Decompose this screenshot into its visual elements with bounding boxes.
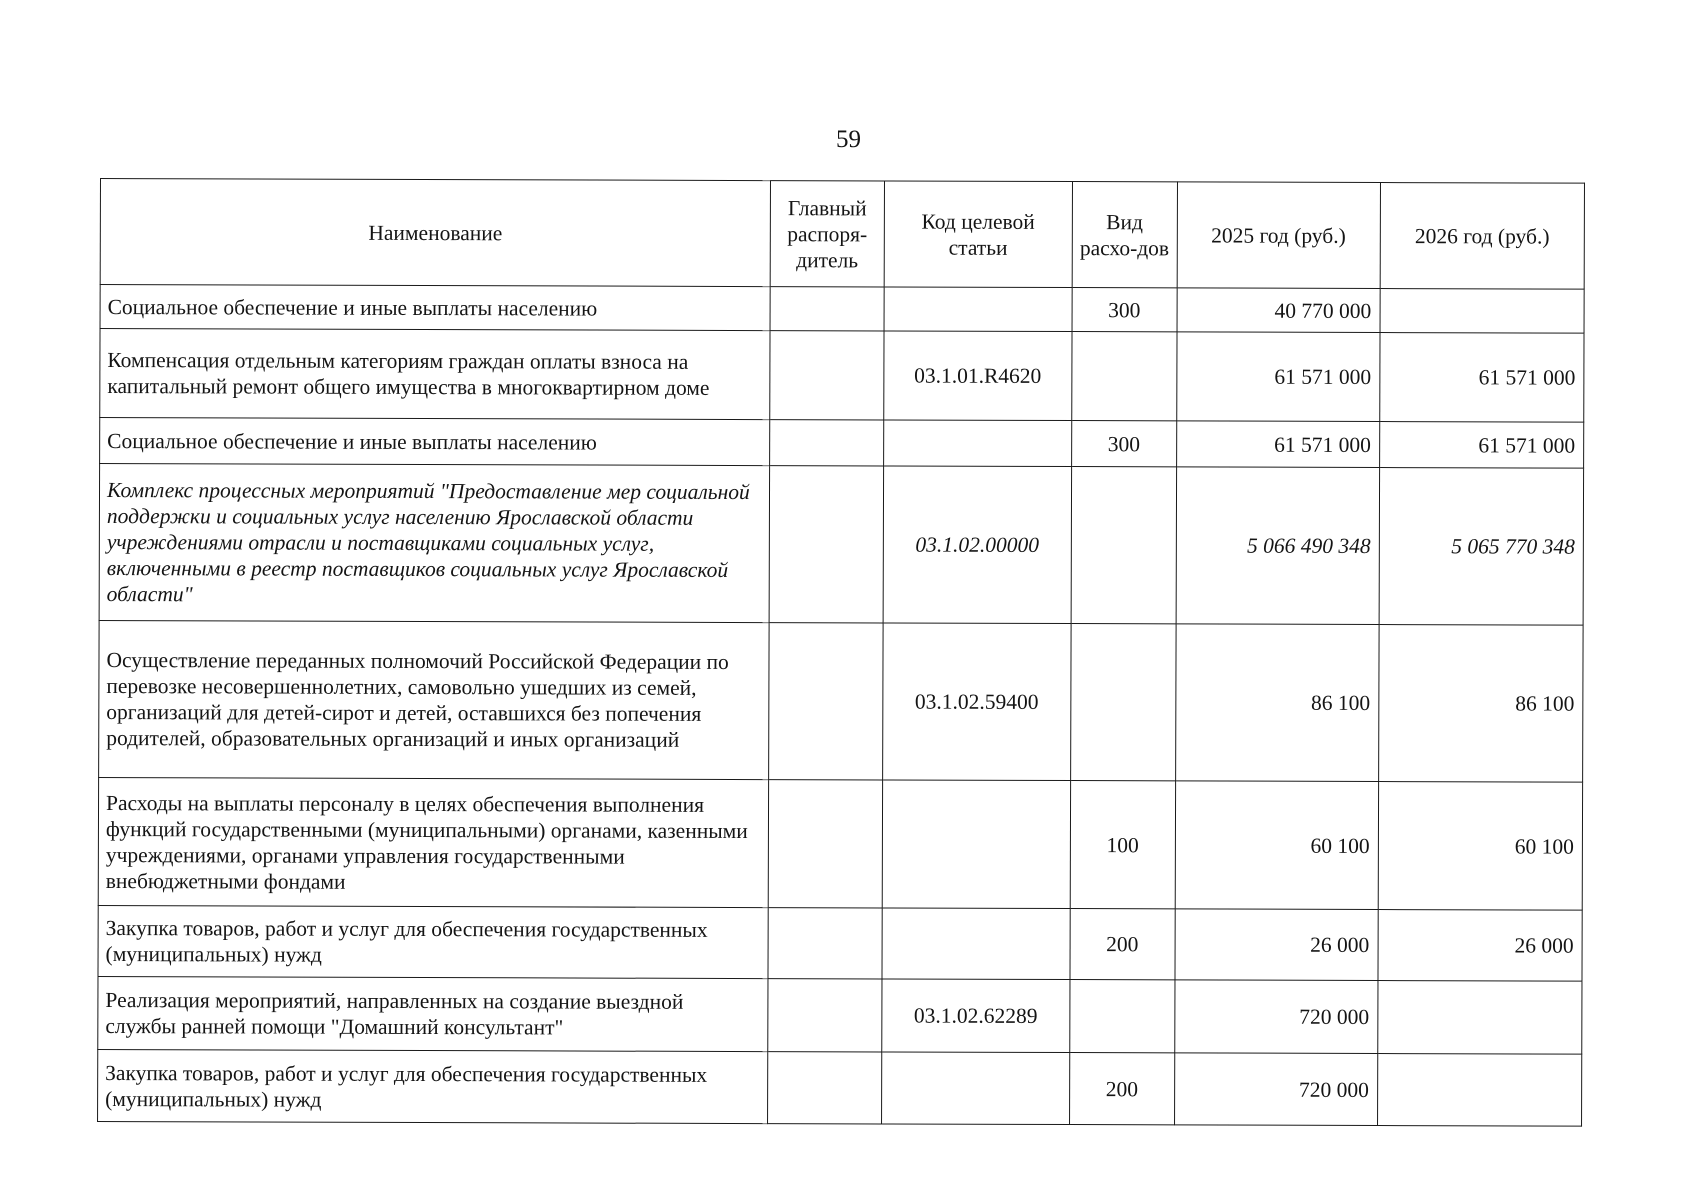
row-name: Закупка товаров, работ и услуг для обеспечения государственных (муниципальных) нужд (98, 905, 768, 978)
row-code: 03.1.02.62289 (882, 979, 1070, 1053)
table-row (99, 464, 1583, 626)
row-kind: 300 (1072, 288, 1177, 332)
header-code: Код целевой статьи (884, 181, 1072, 288)
header-y2025: 2025 год (руб.) (1177, 182, 1381, 289)
row-name: Реализация мероприятий, направленных на создание выездной службы ранней помощи "Домашний консультант" (98, 976, 768, 1051)
row-kind: 100 (1070, 781, 1175, 909)
row-name: Закупка товаров, работ и услуг для обеспечения государственных (муниципальных) нужд (98, 1049, 768, 1123)
row-code (882, 908, 1070, 980)
table-row (100, 418, 1584, 469)
row-y2025: 61 571 000 (1176, 332, 1379, 422)
row-name: Компенсация отдельным категориям граждан оплаты взноса на капитальный ремонт общего имущества в многоквартирном доме (100, 329, 770, 420)
row-code (882, 780, 1071, 909)
row-name: Комплекс процессных мероприятий "Предоставление мер социальной поддержки и социальных услуг населению Ярославской области учреждениями отрасли и поставщиками социальных услуг, включенными в реестр поставщиков социальных услуг Ярославской области" (99, 464, 770, 623)
row-y2026 (1380, 289, 1584, 334)
header-kind: Вид расхо-дов (1072, 182, 1177, 288)
row-kind (1071, 624, 1176, 781)
table-row (98, 976, 1582, 1054)
row-kind: 300 (1071, 421, 1176, 467)
header-y2026: 2026 год (руб.) (1380, 183, 1585, 290)
row-y2025: 61 571 000 (1176, 421, 1379, 468)
row-name: Социальное обеспечение и иные выплаты населению (100, 418, 770, 466)
row-kind (1070, 980, 1175, 1053)
row-kind (1072, 332, 1177, 421)
row-y2026 (1377, 981, 1581, 1055)
row-admin (769, 466, 883, 623)
row-admin (770, 331, 884, 420)
row-y2025: 26 000 (1175, 909, 1378, 981)
row-name: Социальное обеспечение и иные выплаты населению (100, 285, 770, 331)
row-y2026: 5 065 770 348 (1379, 468, 1584, 626)
row-admin (768, 908, 882, 979)
row-y2026: 86 100 (1378, 625, 1583, 783)
row-admin (768, 780, 882, 908)
row-y2025: 60 100 (1175, 781, 1379, 910)
table-row (99, 620, 1583, 782)
row-y2025: 720 000 (1174, 980, 1377, 1054)
row-y2026 (1377, 1054, 1581, 1127)
row-name: Расходы на выплаты персоналу в целях обеспечения выполнения функций государственными (муниципальными) органами, казенными учреждениями, органами управления государственными внебюджетными фондами (98, 777, 768, 907)
row-y2025: 720 000 (1174, 1053, 1377, 1126)
table-row (100, 285, 1584, 334)
row-name: Осуществление переданных полномочий Российской Федерации по перевозке несовершеннолетних, самовольно ушедших из семей, организаций для детей-сирот и детей, оставшихся без попечения родителей, образовательных организаций и иных организаций (99, 620, 770, 779)
row-y2025: 40 770 000 (1177, 288, 1380, 333)
table-row (98, 777, 1582, 910)
row-code (884, 287, 1072, 332)
row-y2026: 60 100 (1378, 782, 1583, 911)
row-admin (769, 623, 883, 780)
row-admin (768, 979, 882, 1052)
budget-table (97, 178, 1585, 1127)
row-kind: 200 (1069, 1053, 1174, 1125)
row-y2026: 61 571 000 (1379, 333, 1584, 423)
row-code (881, 1052, 1069, 1125)
page-number: 59 (836, 126, 861, 153)
row-kind: 200 (1070, 909, 1175, 980)
row-admin (768, 1052, 882, 1124)
row-code: 03.1.01.R4620 (883, 331, 1071, 421)
table-row (98, 1049, 1582, 1126)
row-y2026: 26 000 (1378, 910, 1582, 982)
row-y2026: 61 571 000 (1379, 422, 1583, 469)
table-row (98, 905, 1582, 981)
table-row (100, 329, 1584, 423)
row-code: 03.1.02.59400 (882, 623, 1071, 781)
header-admin: Главный распоря-дитель (770, 181, 884, 287)
row-admin (770, 420, 884, 466)
row-kind (1071, 467, 1176, 624)
row-y2025: 86 100 (1175, 624, 1379, 782)
table-header-row (100, 179, 1584, 290)
row-code (883, 420, 1071, 467)
header-name: Наименование (100, 179, 770, 287)
row-y2025: 5 066 490 348 (1176, 467, 1380, 625)
row-code: 03.1.02.00000 (883, 466, 1072, 624)
row-admin (770, 287, 884, 331)
